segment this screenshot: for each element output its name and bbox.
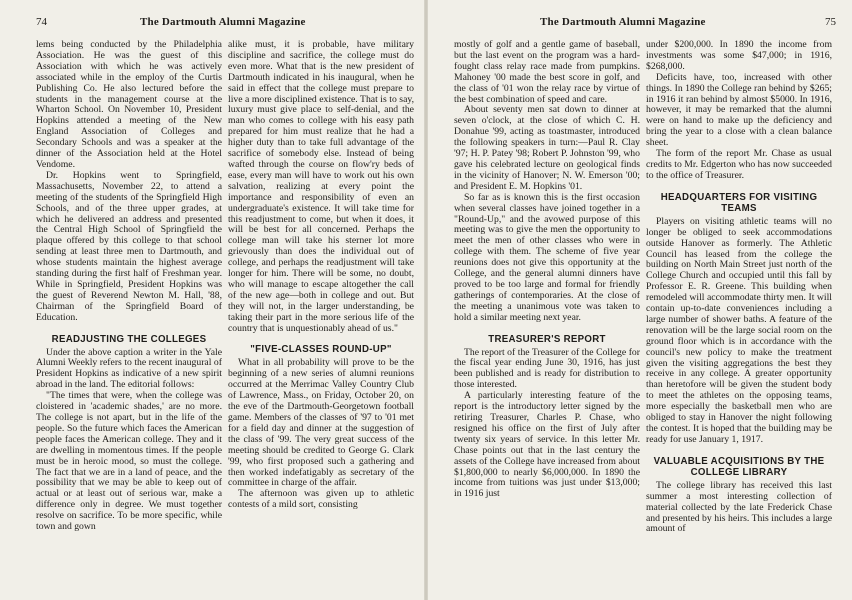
paragraph: About seventy men sat down to dinner at seven o'clock, at the close of which C. H. Donahue '99, acting as toastmaster, introduced the following speakers in turn:—Paul R. Clay '97; H. P. Patey '98; Robert P. Johnston '99, who gave his celebrated lecture on geological finds in the vicinity of Hanover; N. W. Emerson '00; and President E. M. Hopkins '01. xyxy=(454,104,640,192)
page-number: 75 xyxy=(825,16,836,28)
section-heading: VALUABLE ACQUISITIONS BY THE COLLEGE LIBRARY xyxy=(653,455,825,478)
text-column xyxy=(228,40,414,600)
page-number: 74 xyxy=(36,16,47,28)
running-head: The Dartmouth Alumni Magazine xyxy=(140,16,306,28)
paragraph: Deficits have, too, increased with other things. In 1890 the College ran behind by $265; in 1916 it ran behind by almost $5000. In 1916, however, it may be remarked that the alumni were on hand to make up the deficiency and bring the year to a close with a clean balance sheet. xyxy=(646,71,832,149)
paragraph: Players on visiting athletic teams will no longer be obliged to seek accommodations outside Hanover as formerly. The Athletic Council has leased from the college the building on North Main Street just north of the College Church and occupied until this fall by Professor E. R. Greene. This building when remodeled will accommodate thirty men. It will contain up-to-date conveniences including a large number of shower baths. A feature of the renovation will be the large social room on the ground floor which is in accordance with the council's new policy to make the treatment given the visiting aggregations the best they receive in any college. A greater opportunity than heretofore will be given the student body to meet the athletes on the opposing teams, more especially the basketball men who are obliged to stay in Hanover the night following the contest. It is hoped that the building may be ready for use January 1, 1917. xyxy=(646,215,832,445)
paragraph: under $200,000. In 1890 the income from investments was some $47,000; in 1916, $268,000. xyxy=(646,40,832,72)
section-heading: "FIVE-CLASSES ROUND-UP" xyxy=(250,344,392,356)
paragraph: What in all probability will prove to be the beginning of a new series of alumni reunions occurred at the Merrimac Valley Country Club of Lawrence, Mass., on Friday, October 20, on the eve of the Dartmouth-Georgetown football game. Members of the classes of '97 to '01 met for a field day and dinner at the suggestion of the class of '99. The very great success of the meeting should be credited to George G. Clark '99, who first proposed such a gathering and then worked indefatigably as secretary of the committee in charge of the affair. xyxy=(228,357,414,489)
text-column xyxy=(646,40,832,600)
paragraph: Dr. Hopkins went to Springfield, Massachusetts, November 22, to attend a meeting of the students of the Springfield High Schools, and of the three upper grades, at which he delivered an address and presented the Central High School of Springfield the plaque offered by this college to that school sending at least three men to Dartmouth, and whose students maintain the highest average standing during the first half of Freshman year. While in Springfield, President Hopkins was the guest of Reverend Newton M. Hall, '88, Chairman of the Springfield Board of Education. xyxy=(36,169,222,323)
right-page xyxy=(426,0,852,600)
paragraph: The form of the report Mr. Chase as usual credits to Mr. Edgerton who has now succeeded to the office of Treasurer. xyxy=(646,148,832,181)
section-heading: TREASURER'S REPORT xyxy=(488,333,606,345)
paragraph: Under the above caption a writer in the Yale Alumni Weekly refers to the recent inaugural of President Hopkins as indicative of a new spirit abroad in the land. The editorial follows: xyxy=(36,346,222,391)
paragraph: mostly of golf and a gentle game of baseball, but the last event on the program was a hard-fought class relay race made from pumpkins. Mahoney '00 made the best score in golf, and the class of '01 won the relay race by virtue of the best combination of speed and care. xyxy=(454,40,640,105)
section-heading: READJUSTING THE COLLEGES xyxy=(51,333,207,345)
running-head: The Dartmouth Alumni Magazine xyxy=(540,16,706,28)
paragraph: The afternoon was given up to athletic contests of a mild sort, consisting xyxy=(228,488,414,511)
paragraph: The college library has received this last summer a most interesting collection of material collected by the late Frederick Chase and presented by his heirs. This includes a large amount of xyxy=(646,479,832,535)
text-column xyxy=(454,40,640,600)
paragraph: The report of the Treasurer of the College for the fiscal year ending June 30, 1916, has just been published and is ready for distribution to those interested. xyxy=(454,346,640,391)
text-column xyxy=(36,40,222,600)
paragraph: alike must, it is probable, have military discipline and sacrifice, the college must do even more. What that is the new president of Dartmouth indicated in his inaugural, when he said in effect that the college must prepare to live a more disciplined existence. That is to say, luxury must give place to self-denial, and the man who comes to college with his easy path prepared for him must realize that he had a higher duty than to take full advantage of the sacrifice of somebody else. Instead of being wafted through the course on flow'ry beds of ease, every man will have to work out his own salvation, realizing at every point the importance and responsibility of even an undergraduate's existence. It will take time for this readjustment to come, but when it does, it will be best for all concerned. Perhaps the college man will take his sterner lot more grievously than does the individual out of college, and perhaps the readjustment will take longer for him. There will be some, no doubt, who will manage to escape altogether the call of the new age—both in college and out. But they will not, in the larger understanding, be taking their part in the more serious life of the country that is unquestionably ahead of us." xyxy=(228,40,414,334)
paragraph: So far as is known this is the first occasion when several classes have joined together in a "Round-Up," and the avowed purpose of this meeting was to give the men the opportunity to meet the men of other classes who were in college with them. The scheme of five year reunions does not give this opportunity at the College, and the general alumni dinners have proved to be too large and formal for friendly gatherings of contemporaries. At the close of the meeting a unanimous vote was taken to hold a similar meeting next year. xyxy=(454,191,640,323)
paragraph: lems being conducted by the Philadelphia Association. He was the guest of this Association with which he was actively associated while in the employ of the Curtis Publishing Co. He also lectured before the students in the management course at the Wharton School. On November 10, President Hopkins attended a meeting of the New England Association of Colleges and Secondary Schools and was a speaker at the dinner of the Association held at the Hotel Vendome. xyxy=(36,40,222,170)
paragraph: "The times that were, when the college was cloistered in 'academic shades,' are no more. The college is not apart, but in the life of the people. So the future which faces the American people faces the American college. They and it are dwelling in momentous times. If the people must be in heroic mood, so must the college. The fact that we are in a land of peace, and the possibility that we may be able to keep out of actual or at least out of serious war, make a difference only in degree. We must together resolve on sacrifice. To be more specific, while town and gown xyxy=(36,390,222,533)
paragraph: A particularly interesting feature of the report is the introductory letter signed by the retiring Treasurer, Charles P. Chase, who resigned his office on the first of July after twenty six years of service. In this letter Mr. Chase points out that in the last century the assets of the College have increased from about $1,800,000 to nearly $6,000,000. In 1890 the income from tuitions was just under $13,000; in 1916 just xyxy=(454,390,640,500)
section-heading: HEADQUARTERS FOR VISITING TEAMS xyxy=(660,191,818,214)
